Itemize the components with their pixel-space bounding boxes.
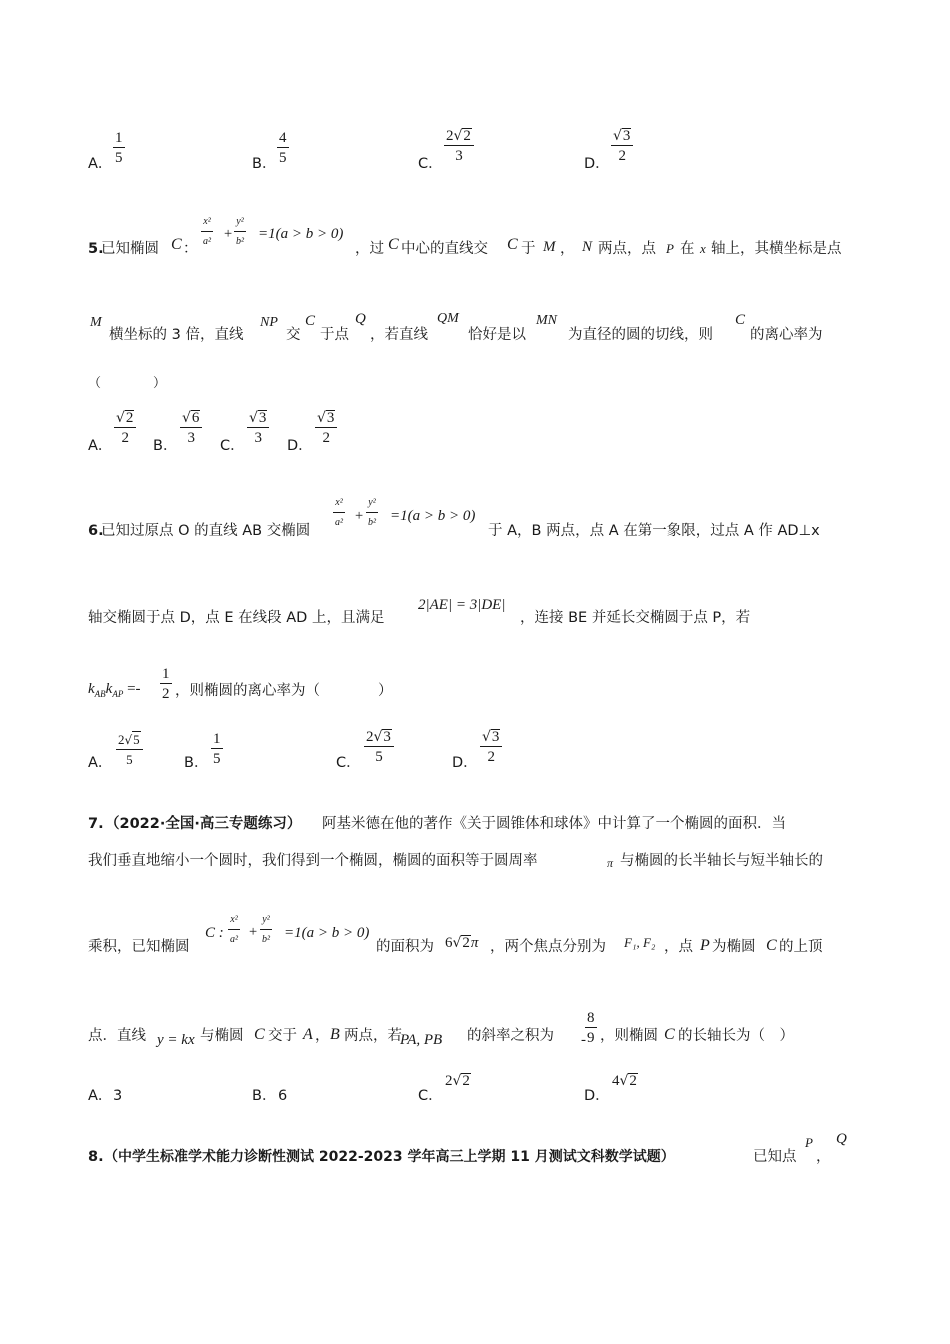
q7-text4b: 与椭圆	[200, 1028, 244, 1044]
q5-t14: 的离心率为	[750, 327, 823, 343]
q5-option-a-label: A．	[88, 438, 113, 454]
q5-c: C	[735, 312, 746, 328]
q7-area: 6√2π	[445, 935, 479, 951]
q4-option-c-label: C．	[418, 156, 443, 172]
q5-t4: ，	[560, 241, 575, 257]
q7-text3a: 乘积，已知椭圆	[88, 939, 190, 955]
q5-t3: 于	[521, 241, 536, 257]
q7-source: （2022·全国·高三专题练习）	[105, 816, 302, 832]
q6-text5: ，则椭圆的离心率为（ ）	[175, 683, 393, 699]
q7-b: B	[330, 1026, 340, 1043]
q7-foci: F₁, F₂	[624, 935, 656, 950]
q7-text2a: 我们垂直地缩小一个圆时，我们得到一个椭圆，椭圆的面积等于圆周率	[88, 853, 538, 869]
q4-option-d-label: D．	[584, 156, 610, 172]
q6-option-c-value: $\frac{2√3}{5}$	[364, 729, 394, 765]
q6-text1: 已知过原点 O 的直线 AB 交椭圆	[101, 523, 311, 539]
q7-option-d-label: D．	[584, 1088, 610, 1104]
q6-eq-rhs: =1(a > b > 0)	[390, 508, 476, 524]
q7-option-b-value: 6	[278, 1088, 288, 1104]
q5-option-b-label: B．	[153, 438, 178, 454]
q5-t6: 在	[680, 241, 695, 257]
q7-text3d: ，点	[664, 939, 693, 955]
q5-p: P	[666, 241, 674, 256]
q5-eq-plus: +	[224, 226, 233, 242]
q7-eq-plus: +	[249, 924, 258, 940]
q5-x: x	[700, 241, 706, 256]
q7-eq-lhs: C :	[205, 925, 224, 941]
q5-m2: M	[90, 315, 102, 330]
q7-option-a-label: A．	[88, 1088, 113, 1104]
q5-number: 5.	[88, 241, 104, 257]
q6-text3: 轴交椭圆于点 D，点 E 在线段 AD 上，且满足	[88, 610, 385, 626]
q7-text3b: 的面积为	[376, 939, 434, 955]
q7-c: C	[664, 1026, 675, 1043]
q5-option-d-label: D．	[287, 438, 313, 454]
q7-text3f: 的上顶	[779, 939, 823, 955]
q7-text3e: 为椭圆	[712, 939, 756, 955]
q5-option-d-value: $\frac{√3}{2}$	[315, 410, 337, 446]
q5-t8: 横坐标的 3 倍，直线	[109, 327, 244, 343]
q6-eq-y-frac: $\frac{\text{y²}}{\text{b²}}$	[368, 497, 376, 528]
q5-option-b-value: $\frac{√6}{3}$	[180, 410, 202, 446]
q7-p: P	[700, 937, 710, 954]
q7-comma: ，	[315, 1028, 330, 1044]
q5-eq-rhs: =1(a > b > 0)	[258, 226, 344, 242]
q5-colon: ：	[183, 241, 198, 257]
q8-text1: 已知点	[753, 1149, 797, 1165]
q4-option-d-value: $\frac{√3}{2}$	[611, 128, 633, 164]
q6-text4: ，连接 BE 并延长交椭圆于点 P，若	[520, 610, 751, 626]
q7-c: C	[766, 937, 777, 954]
q7-text4g: 的长轴长为（ ）	[678, 1028, 794, 1044]
q7-slope-frac: $\frac{8}{9}$	[587, 1010, 595, 1046]
q7-pi: π	[607, 856, 614, 870]
q7-option-b-label: B．	[252, 1088, 277, 1104]
q4-option-b-value: $\frac{4}{5}$	[279, 130, 287, 166]
q5-q: Q	[355, 311, 366, 327]
q5-t11: ，若直线	[370, 327, 428, 343]
q5-m: M	[543, 239, 556, 255]
q7-number: 7.	[88, 816, 104, 832]
q6-number: 6.	[88, 523, 104, 539]
q5-option-c-label: C．	[220, 438, 245, 454]
q8-number: 8.	[88, 1149, 104, 1165]
q5-eq-y-frac: $\frac{\text{y²}}{\text{b²}}$	[236, 216, 244, 247]
q5-answer-paren: （ ）	[88, 376, 167, 391]
q5-t2: 中心的直线交	[401, 241, 488, 257]
q5-t13: 为直径的圆的切线，则	[568, 327, 713, 343]
q7-eq-rhs: =1(a > b > 0)	[284, 925, 370, 941]
q6-option-d-label: D．	[452, 755, 478, 771]
q7-text4d: 两点，若	[344, 1028, 402, 1044]
q7-pa-pb: PA, PB	[400, 1032, 443, 1048]
q6-option-c-label: C．	[336, 755, 361, 771]
q7-c: C	[254, 1026, 265, 1043]
q5-option-c-value: $\frac{√3}{3}$	[247, 410, 269, 446]
q7-text4e: 的斜率之积为	[467, 1028, 554, 1044]
q6-eq-plus: +	[355, 508, 364, 524]
q5-c: C	[507, 236, 518, 253]
q5-t5: 两点，点	[598, 241, 656, 257]
q5-t12: 恰好是以	[468, 327, 526, 343]
q6-condition: 2|AE| = 3|DE|	[418, 597, 506, 613]
q5-ellipse-c: C	[171, 236, 182, 253]
q5-t10: 于点	[320, 327, 349, 343]
q5-c: C	[305, 313, 316, 329]
q7-text4c: 交于	[268, 1028, 297, 1044]
q5-np: NP	[260, 315, 278, 330]
q5-eq-x-frac: $\frac{\text{x²}}{\text{a²}}$	[203, 216, 211, 247]
q7-text3c: ，两个焦点分别为	[490, 939, 606, 955]
q5-t9: 交	[286, 327, 301, 343]
q6-option-a-label: A．	[88, 755, 113, 771]
q6-option-b-label: B．	[184, 755, 209, 771]
q7-minus: -	[581, 1032, 586, 1048]
q7-option-c-value: 2√2	[445, 1073, 470, 1089]
q5-c: C	[388, 236, 399, 253]
q7-a: A	[303, 1026, 313, 1043]
q6-option-d-value: $\frac{√3}{2}$	[480, 729, 502, 765]
q4-option-b-label: B．	[252, 156, 277, 172]
q7-option-c-label: C．	[418, 1088, 443, 1104]
q8-q: Q	[836, 1131, 847, 1147]
q6-option-a-value: $\frac{2√5}{5}$	[116, 731, 143, 768]
q6-slope-frac: $\frac{1}{2}$	[162, 666, 170, 702]
q7-text4a: 点．直线	[88, 1028, 146, 1044]
q6-eq-x-frac: $\frac{\text{x²}}{\text{a²}}$	[335, 497, 343, 528]
q5-mn: MN	[536, 313, 557, 328]
q7-text2b: 与椭圆的长半轴长与短半轴长的	[620, 853, 823, 869]
q5-intro: 已知椭圆	[101, 241, 159, 257]
q5-t7: 轴上，其横坐标是点	[711, 241, 842, 257]
q8-p: P	[805, 1135, 813, 1150]
q8-comma: ，	[816, 1149, 831, 1165]
q5-t1: ，过	[355, 241, 384, 257]
q5-option-a-value: $\frac{√2}{2}$	[114, 410, 136, 446]
q4-option-c-value: $\frac{2√2}{3}$	[444, 128, 474, 164]
q4-option-a-value: $\frac{1}{5}$	[115, 130, 123, 166]
q7-option-d-value: 4√2	[612, 1073, 637, 1089]
q7-line-eq: y = kx	[157, 1032, 195, 1048]
q6-option-b-value: $\frac{1}{5}$	[213, 731, 221, 767]
q7-text1: 阿基米德在他的著作《关于圆锥体和球体》中计算了一个椭圆的面积．当	[322, 816, 786, 832]
q8-source: （中学生标准学术能力诊断性测试 2022-2023 学年高三上学期 11 月测试文科数学试题）	[104, 1149, 675, 1165]
q6-slope-product: $k_{AB}k_{AP}$ =-	[88, 681, 141, 699]
q6-text2: 于 A，B 两点，点 A 在第一象限，过点 A 作 AD⊥x	[488, 523, 820, 539]
q7-option-a-value: 3	[113, 1088, 123, 1104]
q5-n: N	[582, 239, 593, 255]
q7-eq-y-frac: $\frac{\text{y²}}{\text{b²}}$	[262, 914, 270, 945]
q4-option-a-label: A．	[88, 156, 113, 172]
q7-eq-x-frac: $\frac{\text{x²}}{\text{a²}}$	[230, 914, 238, 945]
q5-qm: QM	[437, 311, 459, 326]
q7-text4f: ，则椭圆	[600, 1028, 658, 1044]
